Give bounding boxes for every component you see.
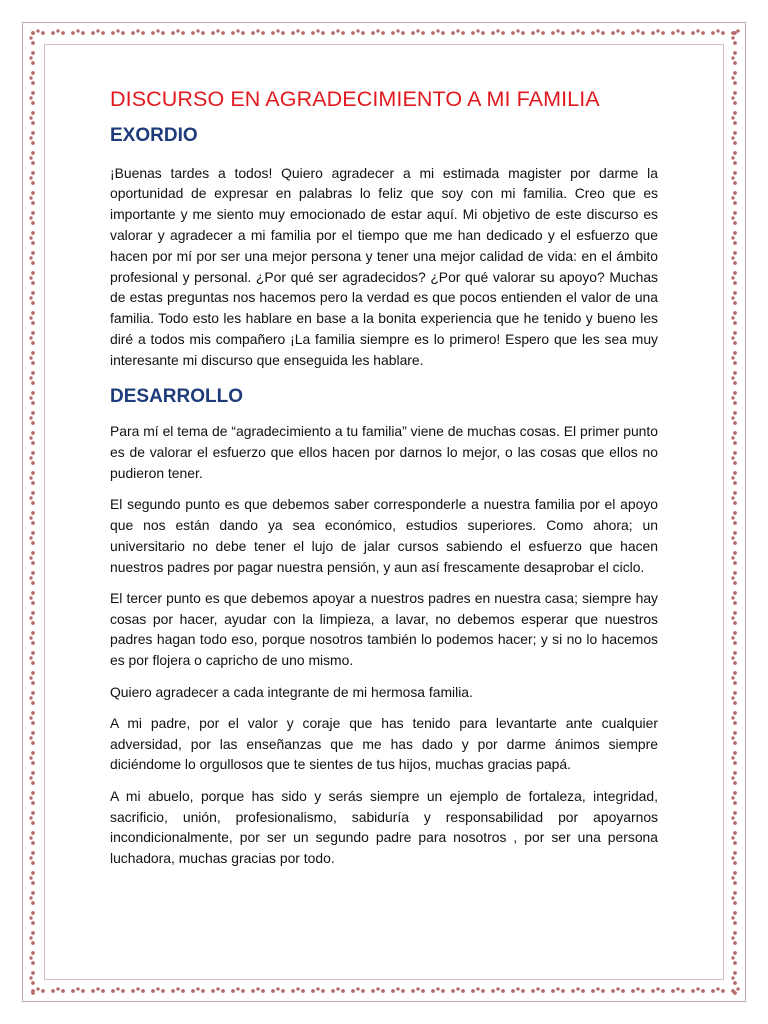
border-ornament-bottom [28, 984, 740, 998]
border-ornament-right [728, 28, 742, 996]
desarrollo-paragraph: Para mí el tema de “agradecimiento a tu familia” viene de muchas cosas. El primer punto es de valorar el esfuerzo que ellos hacen por darnos lo mejor, o las cosas que ellos no pudieron tener. [110, 423, 658, 481]
document-title: DISCURSO EN AGRADECIMIENTO A MI FAMILIA [110, 87, 600, 111]
desarrollo-paragraph: A mi abuelo, porque has sido y serás siempre un ejemplo de fortaleza, integridad, sacrificio, unión, profesionalismo, sabiduría y responsabilidad por apoyarnos incondicionalmente, por ser un segundo padre para nosotros , por ser una persona luchadora, muchas gracias por todo. [110, 787, 658, 867]
exordio-paragraph: ¡Buenas tardes a todos! Quiero agradecer a mi estimada magister por darme la oportunidad de expresar en palabras lo feliz que soy con mi familia. Creo que es importante y me siento muy emocionado de estar aquí. Mi objetivo de este discurso es valorar y agradecer a mi familia por el tiempo que me han dedicado y el esfuerzo que hacen por mí por ser una mejor persona y tener una mejor calidad de vida: en el ámbito profesional y personal. ¿Por qué ser agradecidos? ¿Por qué valorar su apoyo? Muchas de estas preguntas nos hacemos pero la verdad es que pocos entienden el valor de una familia. Todo esto les hablare en base a la bonita experiencia que he tenido y bueno les diré a todos mis compañero ¡La familia siempre es lo primero! Espero que les sea muy interesante mi discurso que enseguida les hablare. [110, 164, 658, 368]
desarrollo-paragraph: El tercer punto es que debemos apoyar a nuestros padres en nuestra casa; siempre hay cosas por hacer, ayudar con la limpieza, a lavar, no debemos esperar que nuestros padres hagan todo eso, porque nosotros también lo podemos hacer; y si no lo hacemos es por flojera o capricho de uno mismo. [110, 589, 658, 669]
border-ornament-top [28, 26, 740, 40]
desarrollo-paragraph: A mi padre, por el valor y coraje que has tenido para levantarte ante cualquier adversidad, por las enseñanzas que me has dado y por darme ánimos siempre diciéndome lo orgullosos que te sientes de tus hijos, muchas gracias papá. [110, 714, 658, 773]
desarrollo-paragraph: El segundo punto es que debemos saber corresponderle a nuestra familia por el apoyo que nos están dando ya sea económico, estudios superiores. Como ahora; un universitario no debe tener el lujo de jalar cursos sabiendo el esfuerzo que hacen nuestros padres por pagar nuestra pensión, y aun así frescamente desaprobar el ciclo. [110, 496, 658, 575]
section-heading-exordio: EXORDIO [110, 124, 198, 146]
document-body [110, 86, 658, 869]
section-heading-desarrollo: DESARROLLO [110, 385, 243, 407]
border-ornament-left [26, 28, 40, 996]
desarrollo-paragraph: Quiero agradecer a cada integrante de mi hermosa familia. [110, 683, 473, 700]
